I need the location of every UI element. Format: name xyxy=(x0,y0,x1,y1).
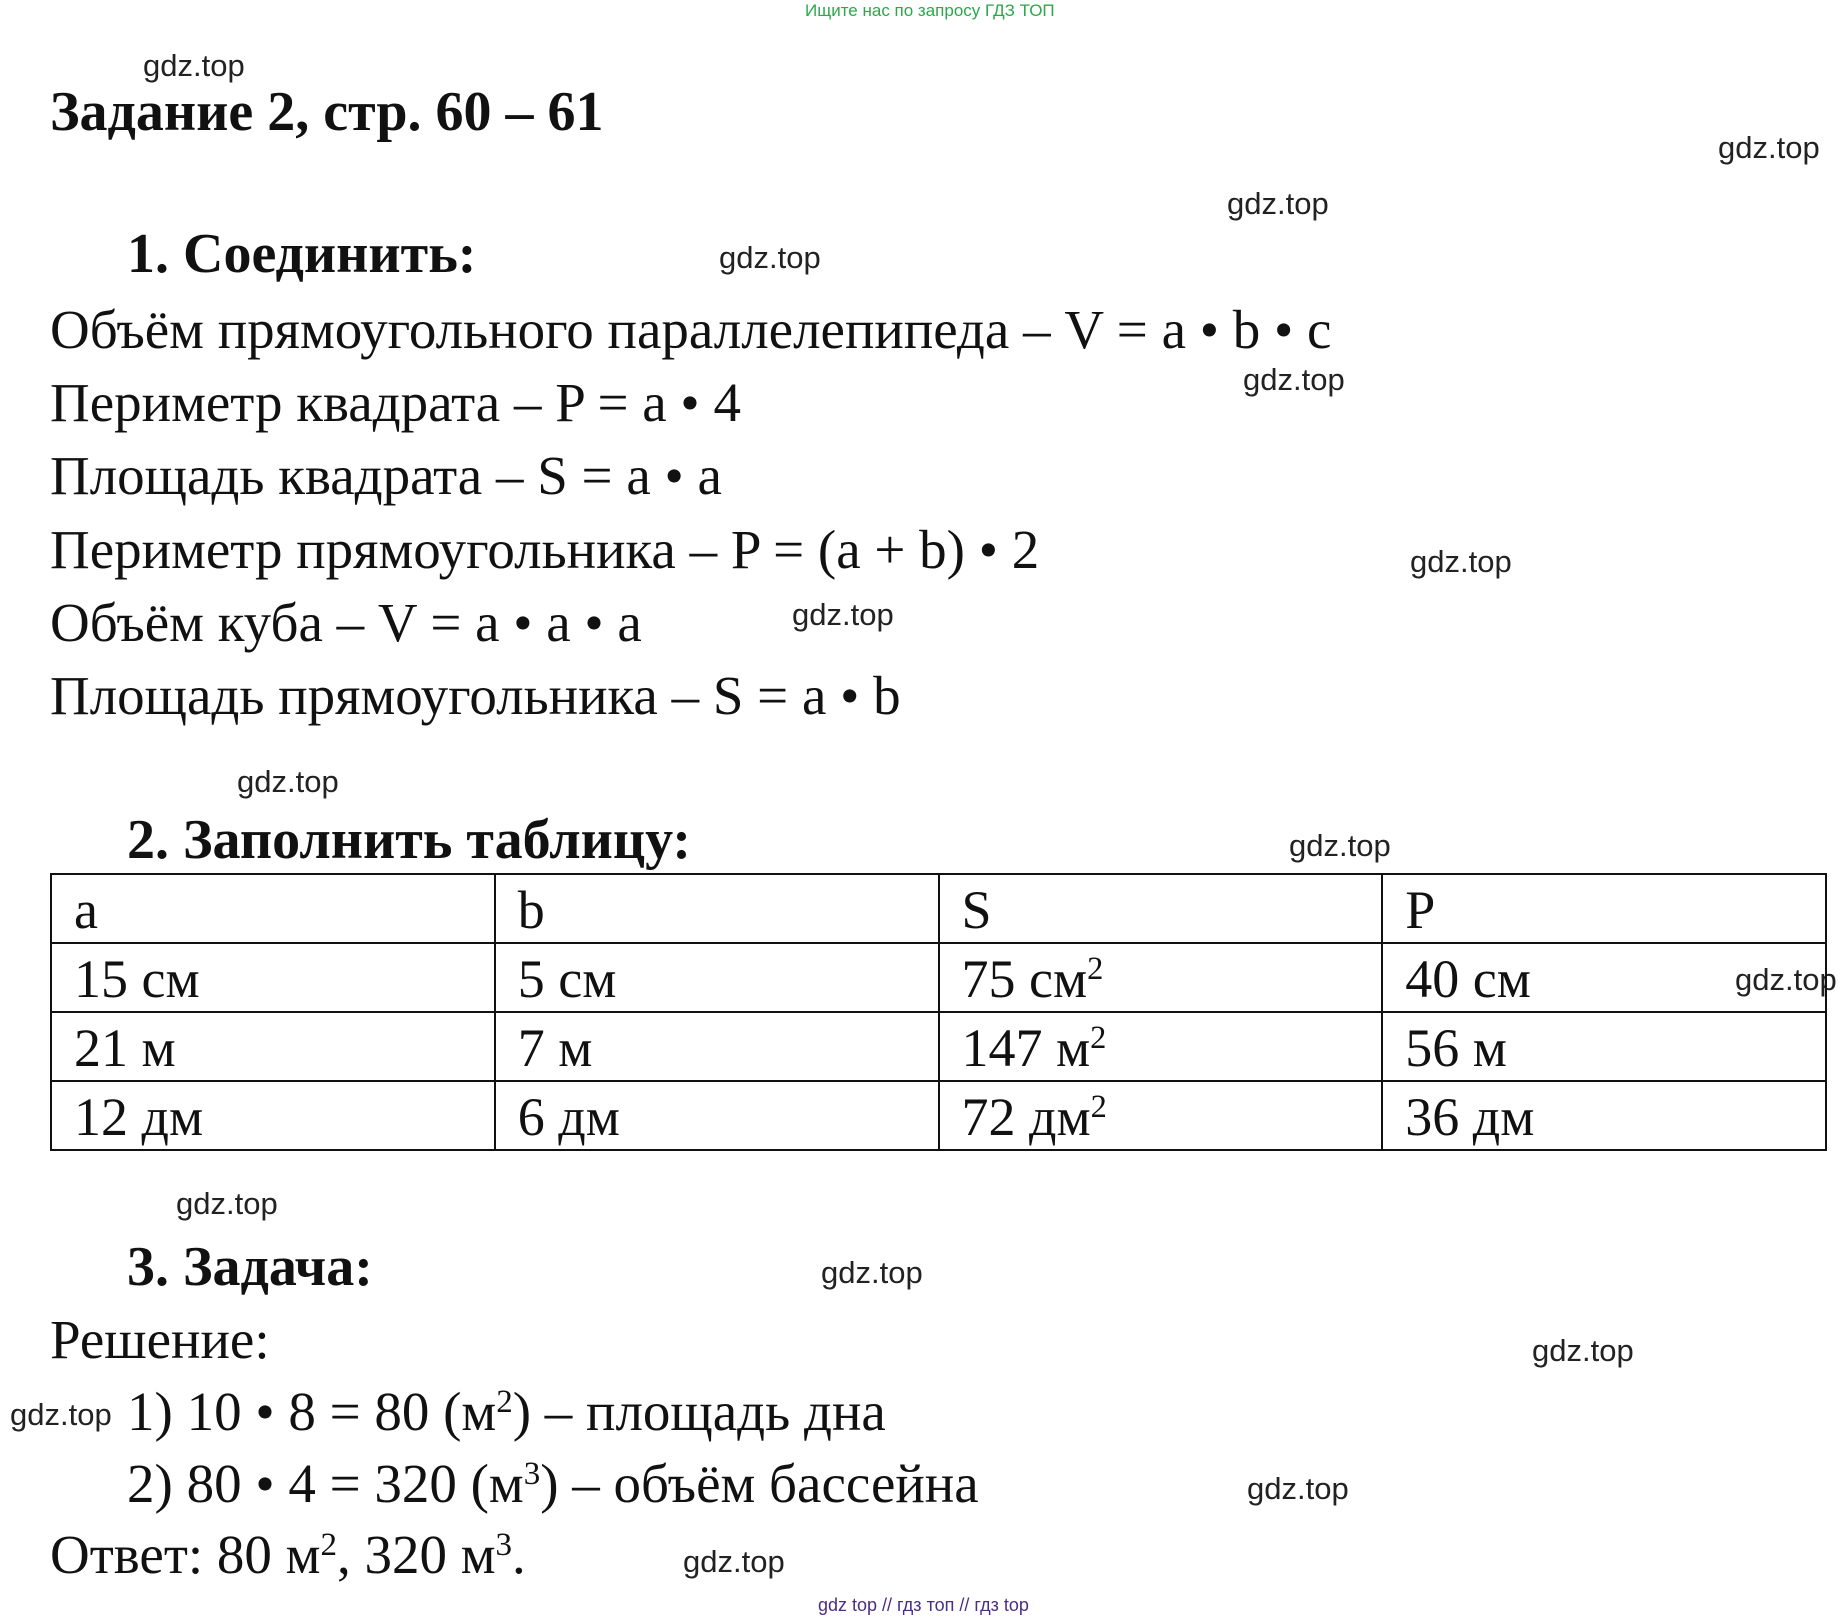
cell-s-value: 75 см xyxy=(961,949,1088,1009)
cell-a: 15 см xyxy=(51,943,495,1012)
solution-label: Решение: xyxy=(50,1309,270,1370)
header-cell: a xyxy=(51,874,495,943)
cell-a: 12 дм xyxy=(51,1081,495,1150)
formula-line: Площадь квадрата – S = a • a xyxy=(50,445,722,506)
watermark: gdz.top xyxy=(683,1544,785,1579)
top-banner: Ищите нас по запросу ГДЗ ТОП xyxy=(805,1,1055,20)
cell-s-value: 72 дм xyxy=(961,1087,1091,1147)
footer-watermark: gdz top // гдз топ // гдз top xyxy=(818,1595,1029,1615)
watermark: gdz.top xyxy=(1289,828,1391,863)
watermark: gdz.top xyxy=(719,240,821,275)
exponent: 2 xyxy=(1087,951,1104,988)
step-1-lead: 1) 10 • 8 = 80 (м xyxy=(127,1381,497,1442)
page-title: Задание 2, стр. 60 – 61 xyxy=(50,81,604,143)
answer-mid: , 320 м xyxy=(336,1524,496,1585)
watermark: gdz.top xyxy=(176,1186,278,1221)
formula-line: Площадь прямоугольника – S = a • b xyxy=(50,665,901,726)
table-row xyxy=(51,943,1826,1012)
section-3-heading: 3. Задача: xyxy=(127,1236,373,1298)
cell-s xyxy=(939,943,1383,1012)
exponent: 2 xyxy=(1090,1020,1107,1057)
cell-p: 40 см xyxy=(1382,943,1826,1012)
cell-b: 6 дм xyxy=(495,1081,939,1150)
solution-step-1 xyxy=(127,1380,886,1443)
cell-b: 5 см xyxy=(495,943,939,1012)
watermark: gdz.top xyxy=(1410,544,1512,579)
exponent: 2 xyxy=(496,1383,513,1420)
watermark: gdz.top xyxy=(792,597,894,632)
watermark: gdz.top xyxy=(10,1397,112,1432)
formula-line: Объём куба – V = a • a • a xyxy=(50,592,642,653)
exponent: 2 xyxy=(320,1526,337,1563)
watermark: gdz.top xyxy=(1243,362,1345,397)
watermark: gdz.top xyxy=(1532,1333,1634,1368)
answer-tail: . xyxy=(512,1524,526,1585)
watermark: gdz.top xyxy=(1735,962,1837,997)
table-header-row xyxy=(51,874,1826,943)
header-cell: P xyxy=(1382,874,1826,943)
formula-line: Объём прямоугольного параллелепипеда – V = a • b • c xyxy=(50,299,1332,360)
solution-step-2 xyxy=(127,1452,979,1515)
step-1-tail: ) – площадь дна xyxy=(512,1381,886,1442)
step-2-lead: 2) 80 • 4 = 320 (м xyxy=(127,1453,524,1514)
step-2-tail: ) – объём бассейна xyxy=(540,1453,979,1514)
cell-s xyxy=(939,1012,1383,1081)
watermark: gdz.top xyxy=(143,48,245,83)
table-row xyxy=(51,1012,1826,1081)
values-table xyxy=(50,873,1827,1151)
header-cell: S xyxy=(939,874,1383,943)
watermark: gdz.top xyxy=(1718,130,1820,165)
cell-a: 21 м xyxy=(51,1012,495,1081)
header-cell: b xyxy=(495,874,939,943)
watermark: gdz.top xyxy=(1227,186,1329,221)
exponent: 3 xyxy=(523,1455,541,1492)
watermark: gdz.top xyxy=(1247,1471,1349,1506)
cell-p: 36 дм xyxy=(1382,1081,1826,1150)
cell-s xyxy=(939,1081,1383,1150)
exponent: 3 xyxy=(495,1526,512,1563)
exponent: 2 xyxy=(1090,1089,1107,1126)
answer-line xyxy=(50,1523,526,1586)
section-1-heading: 1. Соединить: xyxy=(127,223,477,285)
table-row xyxy=(51,1081,1826,1150)
section-2-heading: 2. Заполнить таблицу: xyxy=(127,809,692,871)
formula-line: Периметр квадрата – P = a • 4 xyxy=(50,372,741,433)
formula-line: Периметр прямоугольника – P = (a + b) • 2 xyxy=(50,519,1040,580)
cell-b: 7 м xyxy=(495,1012,939,1081)
watermark: gdz.top xyxy=(821,1255,923,1290)
cell-s-value: 147 м xyxy=(961,1018,1091,1078)
watermark: gdz.top xyxy=(237,764,339,799)
answer-lead: Ответ: 80 м xyxy=(50,1524,321,1585)
cell-p: 56 м xyxy=(1382,1012,1826,1081)
